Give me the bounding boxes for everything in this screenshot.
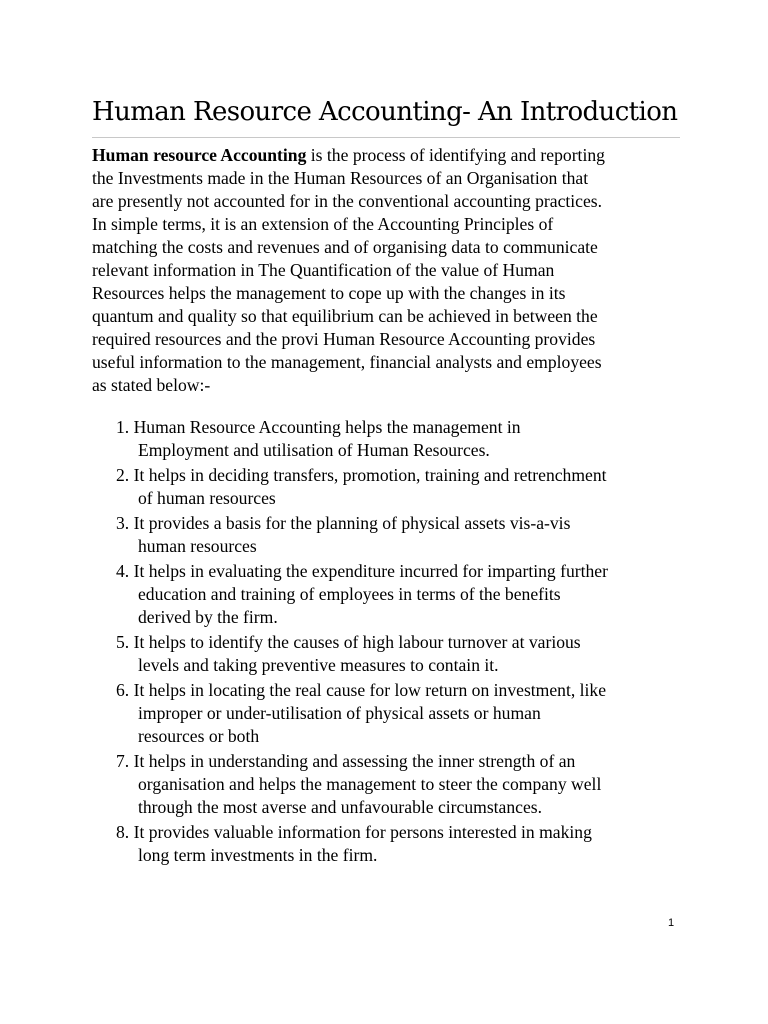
list-item: [116, 464, 696, 510]
intro-line: matching the costs and revenues and of organising data to communicate: [92, 237, 598, 257]
list-item-line: of human resources: [138, 488, 276, 508]
list-item-line: education and training of employees in terms of the benefits: [138, 584, 561, 604]
document-title: Human Resource Accounting- An Introduction: [92, 97, 678, 127]
list-item-line: Employment and utilisation of Human Resources.: [138, 440, 490, 460]
intro-line: useful information to the management, financial analysts and employees: [92, 352, 602, 372]
title-divider: [92, 137, 680, 138]
list-item: [116, 821, 696, 867]
list-item-line: levels and taking preventive measures to contain it.: [138, 655, 499, 675]
list-item-line: 1. Human Resource Accounting helps the management in: [116, 417, 521, 437]
list-item-line: improper or under-utilisation of physical assets or human: [138, 703, 541, 723]
page-number: 1: [668, 917, 675, 929]
list-item: [116, 560, 696, 629]
list-item-line: 5. It helps to identify the causes of high labour turnover at various: [116, 632, 581, 652]
benefits-list: [116, 416, 696, 869]
intro-line: required resources and the provi Human Resource Accounting provides: [92, 329, 596, 349]
list-item: [116, 416, 696, 462]
list-item: [116, 512, 696, 558]
list-item-line: human resources: [138, 536, 257, 556]
intro-line: [92, 144, 692, 167]
intro-line: as stated below:-: [92, 375, 211, 395]
list-item: [116, 750, 696, 819]
list-item-line: 4. It helps in evaluating the expenditure incurred for imparting further: [116, 561, 608, 581]
list-item: [116, 679, 696, 748]
list-item: [116, 631, 696, 677]
list-item-line: through the most averse and unfavourable circumstances.: [138, 797, 543, 817]
list-item-line: 6. It helps in locating the real cause for low return on investment, like: [116, 680, 607, 700]
list-item-line: organisation and helps the management to steer the company well: [138, 774, 602, 794]
list-item-line: derived by the firm.: [138, 607, 278, 627]
intro-line: In simple terms, it is an extension of the Accounting Principles of: [92, 214, 554, 234]
list-item-line: 7. It helps in understanding and assessing the inner strength of an: [116, 751, 576, 771]
intro-paragraph: [92, 144, 692, 397]
intro-bold-lead: Human resource Accounting: [92, 145, 307, 165]
list-item-line: 8. It provides valuable information for persons interested in making: [116, 822, 592, 842]
intro-line: Resources helps the management to cope up with the changes in its: [92, 283, 566, 303]
list-item-line: 2. It helps in deciding transfers, promotion, training and retrenchment: [116, 465, 607, 485]
list-item-line: resources or both: [138, 726, 260, 746]
intro-line: the Investments made in the Human Resources of an Organisation that: [92, 168, 589, 188]
intro-first-line-rest: is the process of identifying and reporting: [306, 145, 605, 165]
intro-line: are presently not accounted for in the conventional accounting practices.: [92, 191, 603, 211]
intro-line: relevant information in The Quantification of the value of Human: [92, 260, 555, 280]
intro-line: quantum and quality so that equilibrium can be achieved in between the: [92, 306, 598, 326]
list-item-line: 3. It provides a basis for the planning of physical assets vis-a-vis: [116, 513, 571, 533]
list-item-line: long term investments in the firm.: [138, 845, 378, 865]
